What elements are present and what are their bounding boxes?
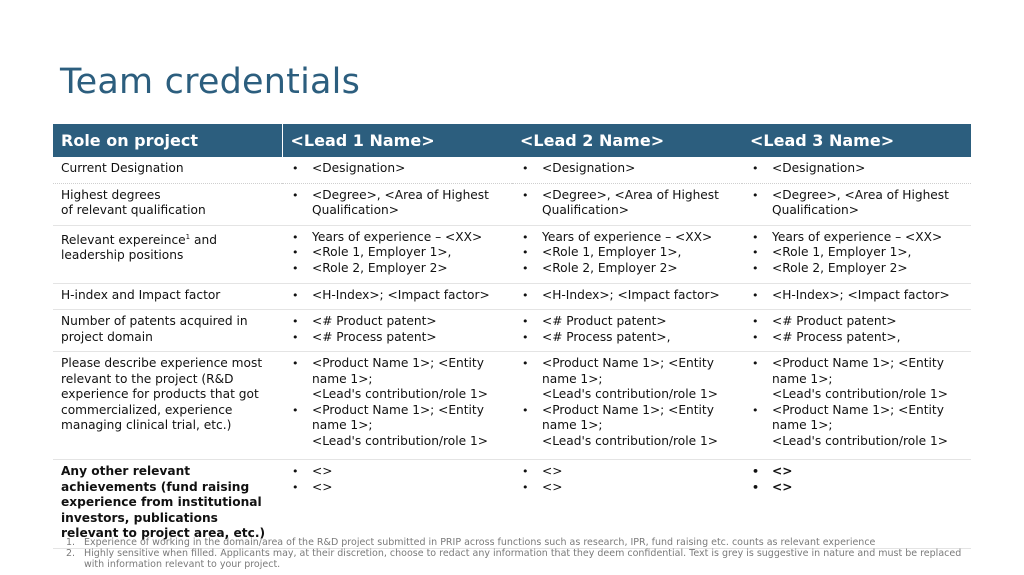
bullet-item: • <Product Name 1>; <Entity name 1>; <Lead's contribution/role 1> [750, 403, 964, 450]
bullet-item: • <H-Index>; <Impact factor> [290, 288, 505, 304]
row-label: Number of patents acquired in project domain [53, 310, 282, 352]
header-lead-3: <Lead 3 Name> [742, 124, 971, 157]
table-row-h-index [53, 283, 971, 310]
bullet-item: • <> [290, 464, 505, 480]
footnote: 2. Highly sensitive when filled. Applicants may, at their discretion, choose to redact any information that they deem confidential. Text is grey is suggestive in nature and must be replaced with information relevant to your project. [66, 548, 962, 570]
table-cell [282, 225, 512, 283]
bullet-item: • <Role 2, Employer 2> [520, 261, 735, 277]
bullet-item: • <# Process patent>, [520, 330, 735, 346]
bullet-item: • <# Product patent> [520, 314, 735, 330]
table-cell [512, 157, 742, 183]
table-row-other-achievements [53, 460, 971, 549]
table-cell [282, 310, 512, 352]
bullet-item: • <> [520, 480, 735, 496]
bullet-item: • <Role 2, Employer 2> [750, 261, 964, 277]
table-cell [512, 352, 742, 460]
row-label: Please describe experience most relevant to the project (R&D experience for products that got commercialized, experience managing clinical trial, etc.) [53, 352, 282, 460]
page-title: Team credentials [60, 62, 361, 102]
bullet-item: • <Designation> [520, 161, 735, 177]
bullet-item: • <Role 2, Employer 2> [290, 261, 505, 277]
table-cell [512, 310, 742, 352]
table-row-current-designation [53, 157, 971, 183]
table-cell [742, 225, 971, 283]
table-header-row [53, 124, 971, 157]
table-cell [742, 460, 971, 549]
bullet-item: • <Product Name 1>; <Entity name 1>; <Lead's contribution/role 1> [520, 403, 735, 450]
row-label: H-index and Impact factor [53, 283, 282, 310]
table-cell [282, 460, 512, 549]
bullet-item: • <Degree>, <Area of Highest Qualification> [290, 188, 505, 219]
bullet-item: • <# Process patent> [290, 330, 505, 346]
row-label: Highest degrees of relevant qualification [53, 183, 282, 225]
bullet-item: • Years of experience – <XX> [750, 230, 964, 246]
bullet-item: • <Product Name 1>; <Entity name 1>; <Lead's contribution/role 1> [520, 356, 735, 403]
bullet-item: • <> [290, 480, 505, 496]
footnote: 1. Experience of working in the domain/area of the R&D project submitted in PRIP across functions such as research, IPR, fund raising etc. counts as relevant experience [66, 537, 876, 548]
team-credentials-table [53, 124, 971, 549]
header-role: Role on project [53, 124, 282, 157]
footnote-ref: 1 [185, 232, 191, 241]
bullet-item: • <> [750, 464, 964, 480]
table-row-patents [53, 310, 971, 352]
table-cell [282, 183, 512, 225]
table-cell [512, 225, 742, 283]
table-cell [742, 352, 971, 460]
table-cell [742, 283, 971, 310]
bullet-item: • <Role 1, Employer 1>, [290, 245, 505, 261]
bullet-item: • <Product Name 1>; <Entity name 1>; <Lead's contribution/role 1> [750, 356, 964, 403]
bullet-item: • <# Product patent> [750, 314, 964, 330]
bullet-item: • <Product Name 1>; <Entity name 1>; <Lead's contribution/role 1> [290, 356, 505, 403]
table-cell [512, 460, 742, 549]
row-label: Any other relevant achievements (fund raising experience from institutional investors, publications relevant to project area, etc.) [53, 460, 282, 549]
bullet-item: • <# Product patent> [290, 314, 505, 330]
table-row-relevant-experience [53, 225, 971, 283]
table-cell [742, 310, 971, 352]
bullet-item: • <H-Index>; <Impact factor> [520, 288, 735, 304]
bullet-item: • <# Process patent>, [750, 330, 964, 346]
bullet-item: • <Role 1, Employer 1>, [750, 245, 964, 261]
bullet-item: • Years of experience – <XX> [520, 230, 735, 246]
bullet-item: • <Degree>, <Area of Highest Qualification> [520, 188, 735, 219]
row-label: Current Designation [53, 157, 282, 183]
bullet-item: • <H-Index>; <Impact factor> [750, 288, 964, 304]
bullet-item: • Years of experience – <XX> [290, 230, 505, 246]
header-lead-1: <Lead 1 Name> [282, 124, 512, 157]
bullet-item: • <> [750, 480, 964, 496]
table-cell [512, 183, 742, 225]
table-cell [282, 352, 512, 460]
bullet-item: • <Degree>, <Area of Highest Qualification> [750, 188, 964, 219]
footnotes [66, 537, 966, 570]
table-cell [282, 283, 512, 310]
table-cell [282, 157, 512, 183]
header-lead-2: <Lead 2 Name> [512, 124, 742, 157]
bullet-item: • <Product Name 1>; <Entity name 1>; <Lead's contribution/role 1> [290, 403, 505, 450]
bullet-item: • <> [520, 464, 735, 480]
bullet-item: • <Designation> [750, 161, 964, 177]
bullet-item: • <Designation> [290, 161, 505, 177]
table-cell [742, 157, 971, 183]
row-label: Relevant expereince$^1$ and leadership positions [53, 225, 282, 283]
table-cell [742, 183, 971, 225]
bullet-item: • <Role 1, Employer 1>, [520, 245, 735, 261]
table-row-experience-description [53, 352, 971, 460]
table-cell [512, 283, 742, 310]
table-row-highest-degrees [53, 183, 971, 225]
